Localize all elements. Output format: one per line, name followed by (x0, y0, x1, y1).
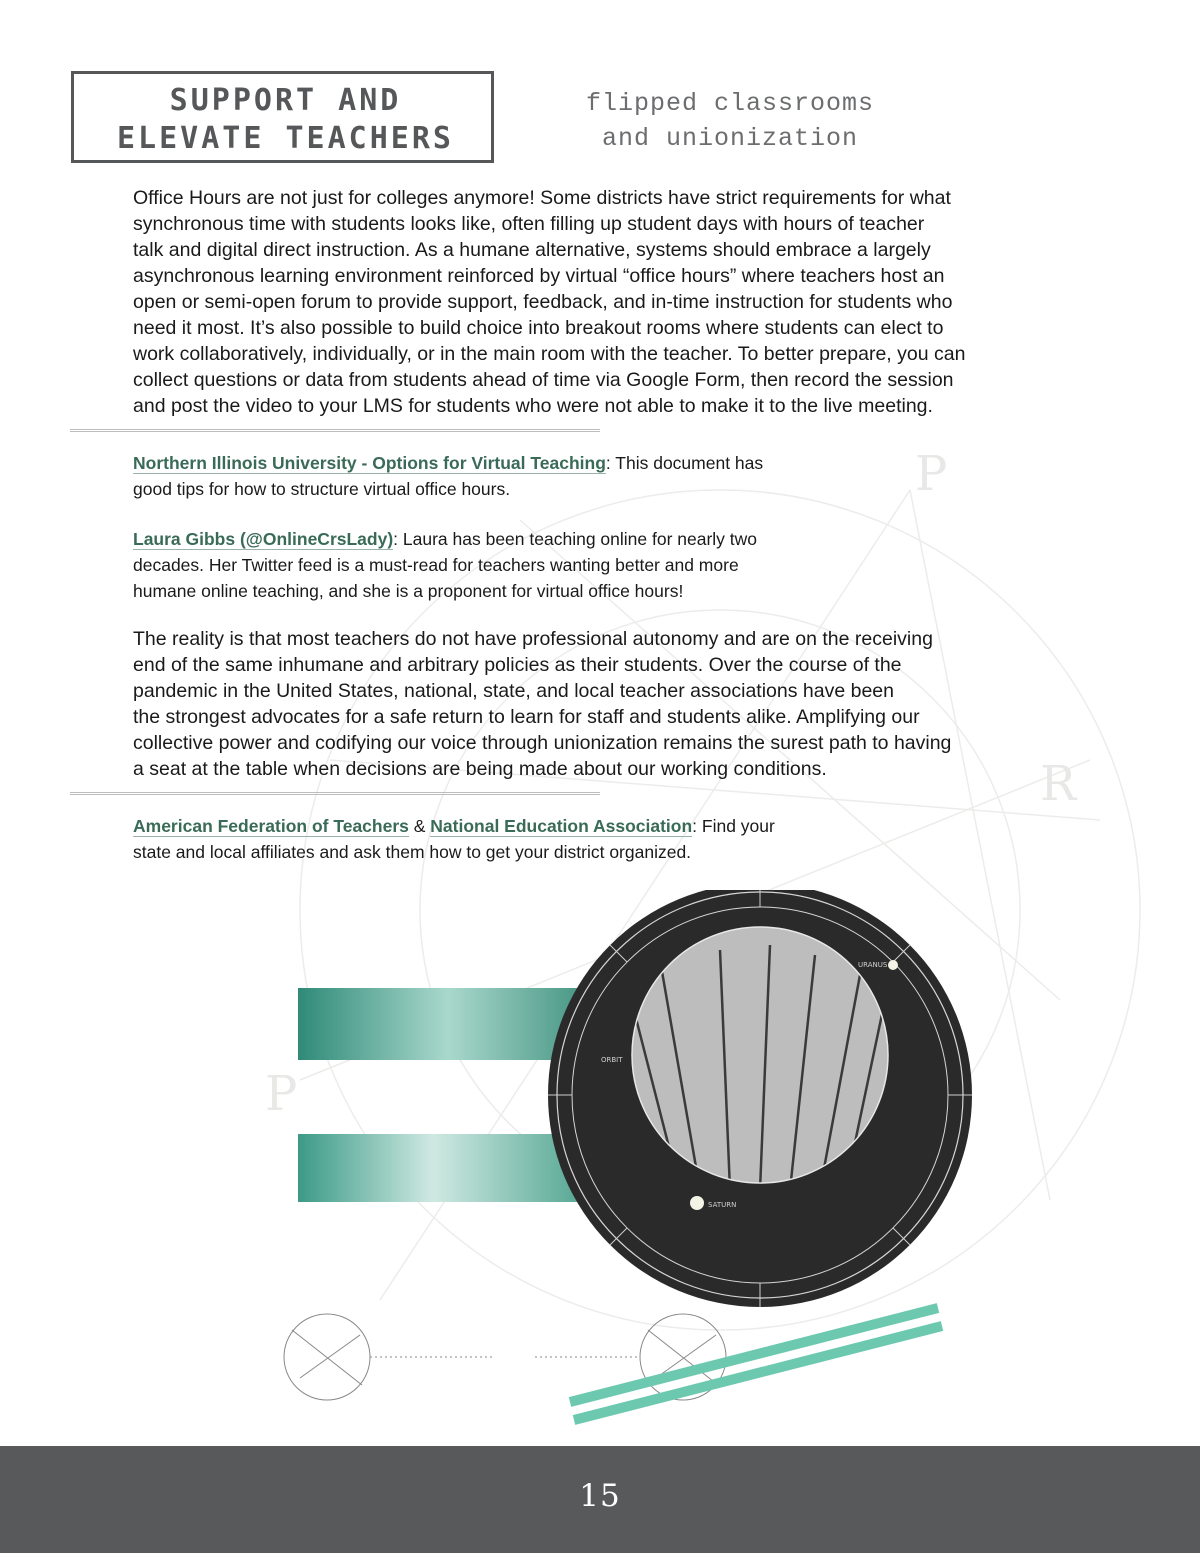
paragraph-line: open or semi-open forum to provide support, feedback, and in-time instruction for students who (133, 291, 953, 313)
paragraph-line: The reality is that most teachers do not have professional autonomy and are on the receiving (133, 628, 933, 650)
niu-link[interactable]: Northern Illinois University - Options for Virtual Teaching (133, 453, 606, 473)
paragraph-line: Office Hours are not just for colleges anymore! Some districts have strict requirements for what (133, 187, 951, 209)
paragraph-line: collect questions or data from students ahead of time via Google Form, then record the session (133, 369, 954, 391)
resource-line (133, 526, 853, 552)
paragraph-line: collective power and codifying our voice through unionization remains the surest path to having (133, 732, 952, 754)
resource-line: decades. Her Twitter feed is a must-read for teachers wanting better and more (133, 555, 739, 575)
section-title (74, 82, 497, 158)
paragraph-line: work collaboratively, individually, or in the main room with the teacher. To better prepare, you can (133, 343, 966, 365)
paragraph-line: synchronous time with students looks like, often filling up student days with hours of teacher (133, 213, 925, 235)
paragraph-line: talk and digital direct instruction. As a humane alternative, systems should embrace a largely (133, 239, 931, 261)
section-subtitle (560, 86, 900, 156)
paragraph-line: need it most. It’s also possible to build choice into breakout rooms where students can elect to (133, 317, 944, 339)
uranus-label: URANUS (858, 961, 888, 969)
paragraph-line: a seat at the table when decisions are being made about our working conditions. (133, 758, 827, 780)
paragraph-line: the strongest advocates for a safe return to learn for staff and students alike. Amplifying our (133, 706, 920, 728)
section-title-line-1: SUPPORT AND (169, 83, 402, 118)
laura-gibbs-link[interactable]: Laura Gibbs (@OnlineCrsLady) (133, 529, 394, 549)
office-hours-paragraph (133, 185, 1093, 419)
paragraph-line: and post the video to your LMS for students who were not able to make it to the live meeting. (133, 395, 933, 417)
resource-niu (133, 450, 853, 502)
paragraph-line: pandemic in the United States, national, state, and local teacher associations have been (133, 680, 894, 702)
resource-text: : This document has (605, 453, 764, 473)
subtitle-line-2: and unionization (601, 124, 859, 153)
svg-text:P: P (915, 446, 948, 502)
resource-line (133, 450, 853, 476)
section-title-box (71, 71, 494, 163)
cloud-band-top (298, 988, 598, 1060)
resource-text: : Find your (692, 816, 775, 836)
page-footer (0, 1446, 1200, 1553)
unionization-paragraph (133, 626, 1093, 782)
page-number: 15 (579, 1478, 621, 1514)
ampersand: & (408, 816, 431, 836)
resource-laura-gibbs (133, 526, 853, 604)
resource-line: state and local affiliates and ask them how to get your district organized. (133, 842, 692, 862)
subtitle-line-1: flipped classrooms (585, 89, 875, 118)
resource-unions (133, 813, 853, 865)
orbit-label: ORBIT (601, 1056, 623, 1064)
svg-text:R: R (1040, 756, 1077, 812)
resource-line: humane online teaching, and she is a proponent for virtual office hours! (133, 581, 684, 601)
astronomy-collage (270, 890, 980, 1430)
zodiac-disc (548, 890, 972, 1307)
mint-stripe-lower (574, 1326, 942, 1420)
aft-link[interactable]: American Federation of Teachers (133, 816, 409, 836)
cloud-band-bottom (298, 1134, 598, 1202)
paragraph-line: asynchronous learning environment reinforced by virtual “office hours” where teachers host an (133, 265, 945, 287)
resource-text: : Laura has been teaching online for nearly two (393, 529, 758, 549)
section-divider (70, 792, 600, 795)
section-divider (70, 429, 600, 432)
saturn-label: SATURN (708, 1201, 737, 1209)
resource-line (133, 813, 853, 839)
paragraph-line: end of the same inhumane and arbitrary policies as their students. Over the course of the (133, 654, 902, 676)
resource-line: good tips for how to structure virtual office hours. (133, 479, 511, 499)
svg-text:P: P (265, 1066, 298, 1122)
mint-stripe-upper (570, 1308, 938, 1402)
section-title-line-2: ELEVATE TEACHERS (117, 121, 454, 156)
nea-link[interactable]: National Education Association (430, 816, 693, 836)
hemisphere-diagram-left (284, 1314, 492, 1400)
